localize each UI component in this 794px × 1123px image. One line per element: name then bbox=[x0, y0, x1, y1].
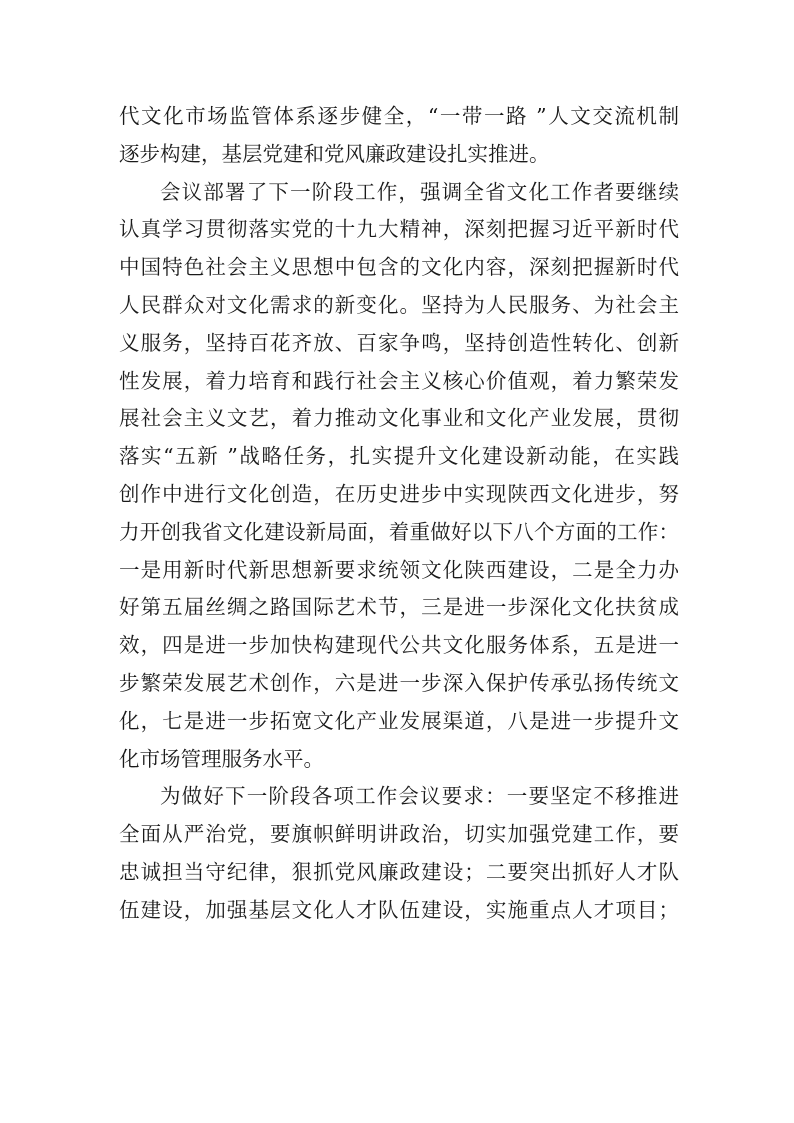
text-line: 为做好下一阶段各项工作会议要求：一要坚定不移推进 bbox=[160, 784, 679, 809]
text-line: 逐步构建，基层党建和党风廉政建设扎实推进。 bbox=[119, 141, 550, 166]
text-line: 展社会主义文艺，着力推动文化事业和文化产业发展，贯彻 bbox=[119, 406, 679, 431]
text-line: 效，四是进一步加快构建现代公共文化服务体系，五是进一 bbox=[119, 633, 679, 658]
text-line: 伍建设，加强基层文化人才队伍建设，实施重点人才项目； bbox=[119, 897, 679, 922]
text-line: 好第五届丝绸之路国际艺术节，三是进一步深化文化扶贫成 bbox=[119, 595, 679, 620]
text-line: 创作中进行文化创造，在历史进步中实现陕西文化进步，努 bbox=[119, 481, 679, 506]
text-line: 忠诚担当守纪律，狠抓党风廉政建设；二要突出抓好人才队 bbox=[119, 859, 679, 884]
body-text bbox=[119, 98, 679, 930]
text-line: 认真学习贯彻落实党的十九大精神，深刻把握习近平新时代 bbox=[119, 217, 679, 242]
text-line: 代文化市场监管体系逐步健全，“一带一路 ”人文交流机制 bbox=[119, 104, 679, 128]
text-line: 力开创我省文化建设新局面，着重做好以下八个方面的工作： bbox=[119, 519, 679, 544]
text-line: 化市场管理服务水平。 bbox=[119, 746, 324, 771]
text-line: 步繁荣发展艺术创作，六是进一步深入保护传承弘扬传统文 bbox=[119, 670, 679, 695]
text-line: 一是用新时代新思想新要求统领文化陕西建设，二是全力办 bbox=[119, 557, 679, 582]
text-line: 会议部署了下一阶段工作，强调全省文化工作者要继续 bbox=[160, 179, 679, 204]
text-line: 落实“五新 ”战略任务，扎实提升文化建设新动能，在实践 bbox=[119, 444, 679, 469]
text-line: 义服务，坚持百花齐放、百家争鸣，坚持创造性转化、创新 bbox=[119, 330, 679, 355]
text-line: 性发展，着力培育和践行社会主义核心价值观，着力繁荣发 bbox=[119, 368, 679, 393]
text-line: 人民群众对文化需求的新变化。坚持为人民服务、为社会主 bbox=[119, 292, 679, 317]
text-line: 中国特色社会主义思想中包含的文化内容，深刻把握新时代 bbox=[119, 255, 679, 280]
text-line: 全面从严治党，要旗帜鲜明讲政治，切实加强党建工作，要 bbox=[119, 822, 679, 847]
text-line: 化，七是进一步拓宽文化产业发展渠道，八是进一步提升文 bbox=[119, 708, 679, 733]
